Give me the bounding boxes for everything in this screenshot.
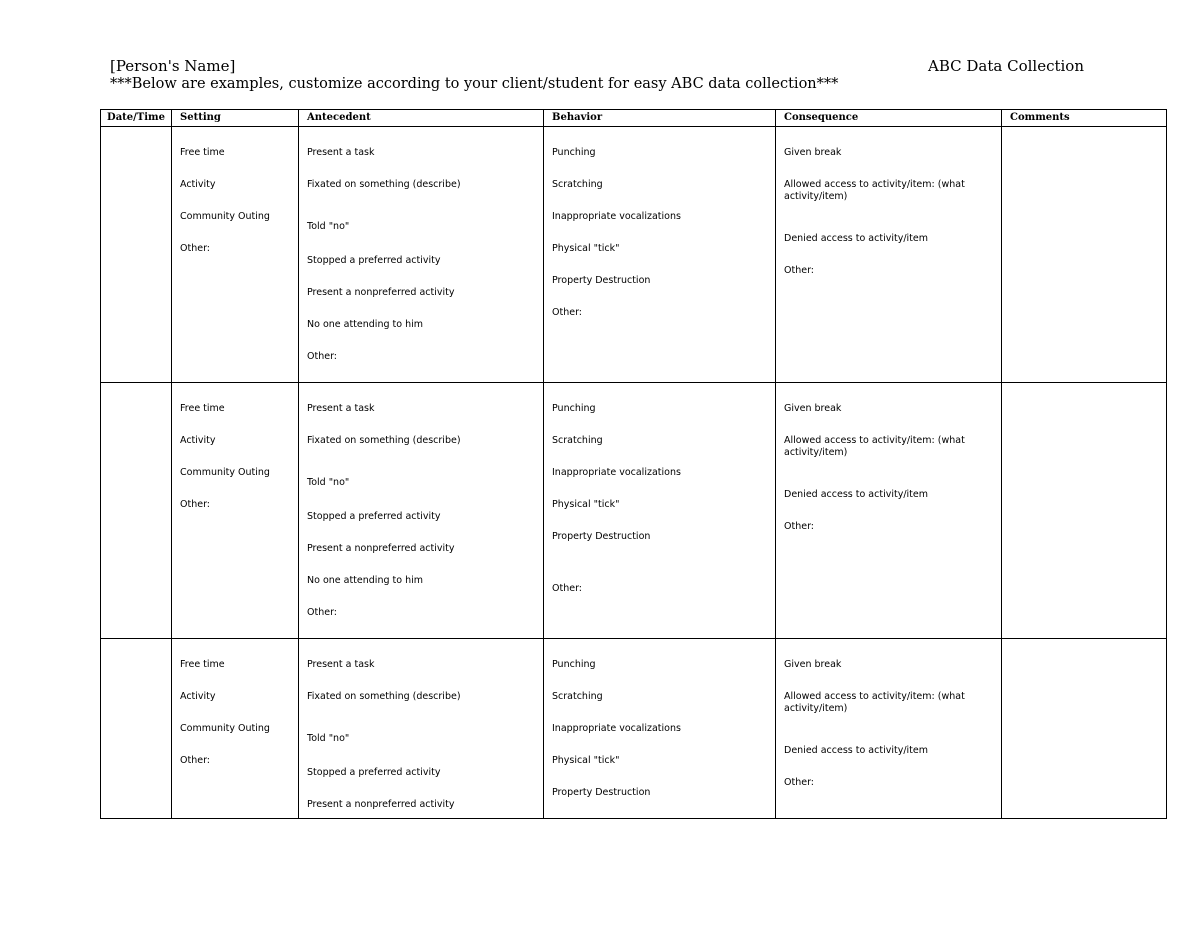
antecedent-cell	[299, 639, 544, 819]
antecedent-option: Stopped a preferred activity	[307, 511, 441, 522]
consequence-option: Denied access to activity/item	[784, 745, 928, 756]
setting-cell	[172, 127, 299, 383]
consequence-option: Given break	[784, 659, 842, 670]
antecedent-option: Present a nonpreferred activity	[307, 543, 455, 554]
behavior-option: Physical "tick"	[552, 243, 620, 254]
behavior-option: Punching	[552, 147, 596, 158]
col-header-setting: Setting	[172, 110, 299, 127]
setting-option: Free time	[180, 659, 225, 670]
person-name: [Person's Name]	[110, 57, 236, 75]
behavior-cell	[544, 127, 776, 383]
table-row	[101, 383, 1167, 639]
antecedent-option: Other:	[307, 607, 338, 618]
antecedent-option: Present a task	[307, 403, 375, 414]
setting-option: Activity	[180, 691, 216, 702]
date-cell	[101, 639, 172, 819]
antecedent-option: Present a nonpreferred activity	[307, 799, 455, 810]
antecedent-option: Present a nonpreferred activity	[307, 287, 455, 298]
antecedent-option: No one attending to him	[307, 319, 423, 330]
behavior-option: Property Destruction	[552, 275, 651, 286]
comments-cell	[1002, 639, 1167, 819]
col-header-behavior: Behavior	[544, 110, 776, 127]
setting-option: Free time	[180, 147, 225, 158]
behavior-option: Scratching	[552, 691, 603, 702]
behavior-option: Punching	[552, 403, 596, 414]
date-cell	[101, 383, 172, 639]
behavior-option: Inappropriate vocalizations	[552, 211, 681, 222]
behavior-option: Property Destruction	[552, 787, 651, 798]
consequence-option: Other:	[784, 265, 815, 276]
behavior-option: Physical "tick"	[552, 499, 620, 510]
setting-option: Activity	[180, 435, 216, 446]
comments-cell	[1002, 127, 1167, 383]
consequence-option: Given break	[784, 147, 842, 158]
setting-option: Other:	[180, 499, 211, 510]
setting-option: Community Outing	[180, 467, 270, 478]
setting-option: Community Outing	[180, 211, 270, 222]
behavior-option: Punching	[552, 659, 596, 670]
table-row	[101, 127, 1167, 383]
antecedent-option: Told "no"	[307, 221, 350, 232]
behavior-option: Property Destruction	[552, 531, 651, 542]
consequence-option: Allowed access to activity/item: (what activity/item)	[784, 435, 965, 458]
behavior-cell	[544, 639, 776, 819]
document-title: ABC Data Collection	[928, 57, 1084, 75]
table-row	[101, 639, 1167, 819]
antecedent-option: Told "no"	[307, 477, 350, 488]
consequence-option: Other:	[784, 521, 815, 532]
behavior-option: Scratching	[552, 435, 603, 446]
setting-cell	[172, 383, 299, 639]
behavior-option: Physical "tick"	[552, 755, 620, 766]
antecedent-option: Fixated on something (describe)	[307, 691, 461, 702]
consequence-cell	[776, 639, 1002, 819]
antecedent-cell	[299, 383, 544, 639]
instruction-note: ***Below are examples, customize according to your client/student for easy ABC data collection***	[110, 76, 839, 92]
consequence-option: Other:	[784, 777, 815, 788]
consequence-option: Given break	[784, 403, 842, 414]
setting-option: Other:	[180, 755, 211, 766]
setting-option: Other:	[180, 243, 211, 254]
col-header-date-time: Date/Time	[101, 110, 172, 127]
setting-option: Community Outing	[180, 723, 270, 734]
header-row	[101, 110, 1167, 127]
setting-option: Activity	[180, 179, 216, 190]
setting-option: Free time	[180, 403, 225, 414]
behavior-option: Inappropriate vocalizations	[552, 723, 681, 734]
behavior-cell	[544, 383, 776, 639]
consequence-option: Denied access to activity/item	[784, 233, 928, 244]
behavior-option: Other:	[552, 307, 583, 318]
date-cell	[101, 127, 172, 383]
antecedent-option: Fixated on something (describe)	[307, 435, 461, 446]
consequence-cell	[776, 127, 1002, 383]
antecedent-option: Fixated on something (describe)	[307, 179, 461, 190]
behavior-option: Inappropriate vocalizations	[552, 467, 681, 478]
setting-cell	[172, 639, 299, 819]
antecedent-option: Present a task	[307, 659, 375, 670]
antecedent-option: No one attending to him	[307, 575, 423, 586]
consequence-cell	[776, 383, 1002, 639]
consequence-option: Allowed access to activity/item: (what activity/item)	[784, 691, 965, 714]
antecedent-option: Told "no"	[307, 733, 350, 744]
antecedent-cell	[299, 127, 544, 383]
behavior-option: Scratching	[552, 179, 603, 190]
consequence-option: Denied access to activity/item	[784, 489, 928, 500]
col-header-consequence: Consequence	[776, 110, 1002, 127]
antecedent-option: Stopped a preferred activity	[307, 255, 441, 266]
comments-cell	[1002, 383, 1167, 639]
col-header-comments: Comments	[1002, 110, 1167, 127]
antecedent-option: Other:	[307, 351, 338, 362]
antecedent-option: Stopped a preferred activity	[307, 767, 441, 778]
antecedent-option: Present a task	[307, 147, 375, 158]
abc-data-table	[100, 109, 1167, 819]
col-header-antecedent: Antecedent	[299, 110, 544, 127]
behavior-option: Other:	[552, 583, 583, 594]
consequence-option: Allowed access to activity/item: (what activity/item)	[784, 179, 965, 202]
